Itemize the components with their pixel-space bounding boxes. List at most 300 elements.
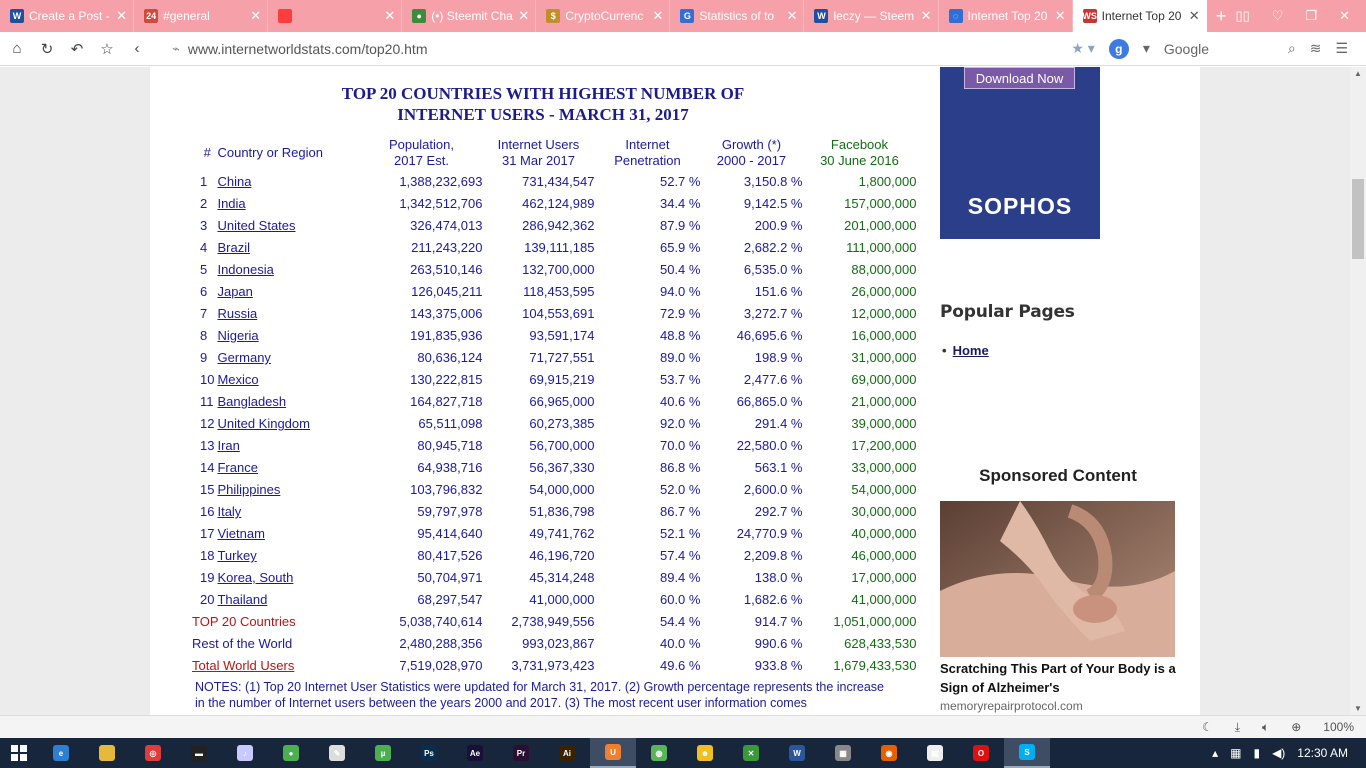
sponsored-photo [940,501,1175,657]
country-link[interactable]: Italy [217,504,242,519]
table-row [192,325,916,347]
status-bar [0,715,1366,738]
row-facebook: 16,000,000 [851,328,917,343]
scrollbar-thumb[interactable] [1352,179,1364,259]
opera-gx-glyph-icon: ◎ [145,745,161,761]
row-users: 286,942,362 [522,218,595,233]
country-link[interactable]: Indonesia [217,262,274,277]
country-link[interactable]: Russia [217,306,258,321]
summary-pen: 49.6 % [659,658,701,673]
header-facebook: Facebook 30 June 2016 [820,137,899,168]
row-rank: 9 [200,350,208,365]
clock[interactable]: 12:30 AM [1297,746,1348,760]
tab-title: Internet Top 20 [967,9,1048,23]
row-country [214,523,360,545]
close-window-icon[interactable]: ✕ [1339,8,1351,23]
browser-tab[interactable] [536,0,670,32]
country-link[interactable]: Brazil [217,240,250,255]
summary-label[interactable]: Total World Users [192,658,295,673]
opera-glyph-icon: O [973,745,989,761]
row-population: 326,474,013 [410,218,483,233]
row-penetration: 52.7 % [659,174,701,189]
row-growth: 22,580.0 % [736,438,803,453]
xbox-icon[interactable] [728,738,774,768]
row-population: 80,417,526 [417,548,483,563]
row-facebook: 21,000,000 [851,394,917,409]
row-facebook: 17,000,000 [851,570,917,585]
table-row [192,215,916,237]
bookmark-star-icon[interactable]: ★ ▾ [1071,40,1095,56]
row-facebook: 26,000,000 [851,284,917,299]
row-population: 59,797,978 [417,504,483,519]
row-country [214,567,360,589]
summary-row [192,611,916,633]
home-icon[interactable]: ⌂ [12,40,22,57]
country-link[interactable]: Vietnam [217,526,265,541]
row-country [214,479,360,501]
tab-title: Statistics of to [699,9,775,23]
photoshop-icon[interactable] [406,738,452,768]
site-info-icon[interactable]: ⌁ [172,40,180,56]
row-penetration: 57.4 % [659,548,701,563]
taskbar [0,738,1366,768]
row-country [214,369,360,391]
table-row [192,303,916,325]
browser-tab[interactable] [134,0,268,32]
row-penetration: 53.7 % [659,372,701,387]
row-users: 45,314,248 [529,570,595,585]
row-population: 95,414,640 [417,526,483,541]
firefox-glyph-icon: ◉ [881,745,897,761]
network-icon[interactable]: ▦ [1230,746,1242,760]
table-row [192,413,916,435]
tray-chevron-icon[interactable]: ▴ [1212,746,1219,760]
row-country [214,215,360,237]
summary-growth: 990.6 % [754,636,803,651]
tab-favicon-icon: ● [412,9,426,23]
row-penetration: 87.9 % [659,218,701,233]
tab-close-icon[interactable]: ✕ [920,8,932,23]
browser-tab[interactable] [939,0,1073,32]
row-users: 46,196,720 [529,548,595,563]
row-population: 1,388,232,693 [399,174,483,189]
row-population: 263,510,146 [410,262,483,277]
tab-close-icon[interactable]: ✕ [786,8,798,23]
row-growth: 2,600.0 % [743,482,803,497]
table-row [192,281,916,303]
stats-table [192,135,916,677]
browser-tab[interactable] [804,0,938,32]
url-text[interactable]: www.internetworldstats.com/top20.htm [187,40,428,57]
row-rank: 4 [200,240,208,255]
table-header-row [192,135,916,171]
header-penetration: Internet Penetration [614,137,681,168]
row-penetration: 86.7 % [659,504,701,519]
page-content [150,67,1200,715]
search-engine-dropdown-icon[interactable]: ▾ [1142,40,1150,56]
tab-title: leczy — Steem [833,9,915,23]
summary-fb: 628,433,530 [844,636,917,651]
skin-icon[interactable]: ♡ [1271,8,1284,23]
file-explorer-icon[interactable] [84,738,130,768]
windows-start-icon[interactable] [0,738,38,768]
tab-title: Internet Top 20 [1101,9,1182,23]
table-row [192,457,916,479]
browser-tab[interactable] [402,0,536,32]
row-users: 118,453,595 [523,284,595,299]
row-country [214,171,360,193]
row-rank: 6 [200,284,208,299]
wifi-icon[interactable]: ≋ [1309,40,1322,56]
tab-favicon-icon: G [680,9,694,23]
row-penetration: 70.0 % [659,438,701,453]
battery-icon[interactable]: ▮ [1253,746,1261,760]
search-icon[interactable]: ⌕ [1287,40,1296,56]
table-row [192,545,916,567]
row-facebook: 33,000,000 [851,460,917,475]
row-rank: 20 [200,592,215,607]
row-users: 69,915,219 [529,372,595,387]
row-users: 462,124,989 [522,196,595,211]
night-mode-icon[interactable]: ☾ [1201,720,1213,734]
globe-glyph-icon: ◍ [651,745,667,761]
row-growth: 2,682.2 % [743,240,803,255]
uc-browser-icon[interactable] [590,738,636,768]
summary-users: 3,731,973,423 [511,658,595,673]
sophos-ad[interactable] [940,67,1100,239]
row-country [214,193,360,215]
row-growth: 3,272.7 % [743,306,803,321]
browser-tab[interactable] [670,0,804,32]
row-country [214,589,360,611]
tab-favicon-icon: W [10,9,24,23]
table-row [192,237,916,259]
header-users: Internet Users 31 Mar 2017 [497,137,580,168]
country-link[interactable]: Germany [217,350,271,365]
zoom-icon[interactable]: ⊕ [1291,720,1302,734]
row-rank: 8 [200,328,208,343]
skype-glyph-icon: S [1019,744,1035,760]
premiere-glyph-icon: Pr [513,745,529,761]
search-input[interactable]: Google [1163,40,1210,57]
tab-favicon-icon: 24 [146,11,157,21]
country-link[interactable]: China [217,174,252,189]
country-link[interactable]: Japan [217,284,253,299]
row-facebook: 40,000,000 [851,526,917,541]
row-growth: 138.0 % [754,570,803,585]
row-penetration: 48.8 % [659,328,701,343]
table-row [192,391,916,413]
window-controls [1235,0,1366,32]
tab-close-icon[interactable]: ✕ [116,8,128,23]
country-link[interactable]: Nigeria [217,328,259,343]
back-icon[interactable]: ‹ [134,40,140,57]
row-users: 132,700,000 [522,262,595,277]
row-rank: 1 [200,174,208,189]
country-link[interactable]: Turkey [217,548,257,563]
row-population: 68,297,547 [417,592,483,607]
country-link[interactable]: United States [217,218,296,233]
tab-title: Create a Post - [29,9,110,23]
tab-favicon-icon: WS [1082,11,1097,21]
sponsored-title: Sponsored Content [979,466,1137,485]
itunes-glyph-icon: ♪ [237,745,253,761]
sponsored-headline[interactable]: Scratching This Part of Your Body is a Sign of Alzheimer's [940,661,1176,695]
summary-row [192,633,916,655]
row-growth: 563.1 % [754,460,803,475]
country-link[interactable]: United Kingdom [217,416,310,431]
row-users: 93,591,174 [529,328,595,343]
row-population: 80,636,124 [417,350,483,365]
row-facebook: 41,000,000 [851,592,917,607]
row-growth: 292.7 % [754,504,803,519]
after-effects-glyph-icon: Ae [467,745,483,761]
row-facebook: 12,000,000 [851,306,917,321]
paint-glyph-icon: ✎ [329,745,345,761]
country-link[interactable]: Korea, South [217,570,294,585]
scroll-down-icon[interactable]: ▼ [1354,704,1362,713]
word-icon[interactable] [774,738,820,768]
row-population: 130,222,815 [410,372,483,387]
download-icon[interactable]: ⤓ [1234,719,1241,734]
row-users: 54,000,000 [529,482,595,497]
row-growth: 1,682.6 % [743,592,803,607]
summary-pen: 54.4 % [659,614,701,629]
chrome-glyph-icon: ● [283,745,299,761]
game-icon[interactable] [682,738,728,768]
download-now-button[interactable]: Download Now [964,67,1075,89]
browser-tab[interactable] [268,0,402,32]
row-growth: 151.6 % [754,284,803,299]
row-penetration: 40.6 % [659,394,701,409]
row-rank: 12 [200,416,215,431]
firefox-icon[interactable] [866,738,912,768]
row-country [214,347,360,369]
table-row [192,369,916,391]
scroll-up-icon[interactable]: ▲ [1354,69,1362,78]
sponsored-image[interactable] [940,501,1175,657]
address-bar[interactable] [172,41,962,57]
row-facebook: 46,000,000 [851,548,917,563]
zoom-level[interactable]: 100% [1323,720,1354,734]
word-glyph-icon: W [789,745,805,761]
table-row [192,171,916,193]
row-penetration: 34.4 % [659,196,701,211]
row-users: 104,553,691 [522,306,595,321]
row-users: 56,700,000 [529,438,595,453]
row-rank: 19 [200,570,215,585]
row-growth: 2,477.6 % [743,372,803,387]
header-country: Country or Region [217,145,323,160]
game-glyph-icon: ☻ [697,745,713,761]
row-growth: 24,770.9 % [736,526,803,541]
summary-row [192,655,916,677]
browser-tab[interactable] [1073,0,1207,32]
tab-favicon-icon [278,9,292,23]
tab-close-icon[interactable]: ✕ [250,8,262,23]
paint-icon[interactable] [314,738,360,768]
row-country [214,391,360,413]
bullet-icon: • [942,343,947,358]
xbox-glyph-icon: ✕ [743,745,759,761]
country-link[interactable]: Philippines [217,482,281,497]
row-population: 65,511,098 [418,416,483,431]
summary-label: TOP 20 Countries [192,614,296,629]
tab-close-icon[interactable]: ✕ [384,8,396,23]
header-growth: Growth (*) 2000 - 2017 [716,137,787,168]
row-country [214,545,360,567]
refresh-icon[interactable]: ↻ [40,40,54,58]
tab-title: CryptoCurrenc [565,9,644,23]
volume-icon[interactable]: 🔈︎ [1262,719,1270,734]
row-users: 60,273,385 [529,416,595,431]
row-users: 731,434,547 [522,174,595,189]
row-facebook: 88,000,000 [851,262,917,277]
tab-favicon-icon: $ [546,9,560,23]
row-rank: 18 [200,548,215,563]
table-row [192,523,916,545]
row-growth: 46,695.6 % [736,328,803,343]
menu-icon[interactable]: ☰ [1335,40,1348,56]
header-num: # [203,145,211,160]
after-effects-icon[interactable] [452,738,498,768]
row-population: 126,045,211 [411,284,483,299]
row-growth: 9,142.5 % [743,196,803,211]
country-link[interactable]: Iran [217,438,240,453]
row-penetration: 50.4 % [659,262,701,277]
row-rank: 2 [200,196,208,211]
edge-icon[interactable] [38,738,84,768]
row-rank: 17 [200,526,215,541]
notepad-glyph-icon: ▤ [927,745,943,761]
notepad-icon[interactable] [912,738,958,768]
illustrator-icon[interactable] [544,738,590,768]
restore-icon[interactable]: ❐ [1305,8,1318,23]
row-facebook: 17,200,000 [851,438,917,453]
row-growth: 3,150.8 % [743,174,803,189]
tab-title: #general [163,9,210,23]
row-users: 66,965,000 [529,394,595,409]
sophos-logo: SOPHOS [967,193,1073,219]
utorrent-glyph-icon: µ [375,745,391,761]
summary-fb: 1,051,000,000 [833,614,917,629]
illustrator-glyph-icon: Ai [559,745,575,761]
row-rank: 14 [200,460,215,475]
popular-pages-list [942,343,989,358]
new-tab-button[interactable]: + [1215,5,1227,26]
popular-link-home[interactable]: Home [952,343,989,358]
undo-icon[interactable]: ↶ [70,40,84,58]
summary-pop: 5,038,740,614 [399,614,483,629]
row-facebook: 54,000,000 [851,482,917,497]
vertical-scrollbar[interactable] [1350,67,1366,715]
tab-close-icon[interactable]: ✕ [1188,8,1200,23]
table-row [192,347,916,369]
row-country [214,457,360,479]
table-row [192,501,916,523]
calculator-icon[interactable] [820,738,866,768]
row-growth: 6,535.0 % [743,262,803,277]
row-facebook: 69,000,000 [851,372,917,387]
row-penetration: 86.8 % [659,460,701,475]
row-rank: 16 [200,504,215,519]
itunes-icon[interactable] [222,738,268,768]
row-rank: 15 [200,482,215,497]
row-population: 143,375,006 [410,306,483,321]
search-engine-icon[interactable]: g [1109,39,1129,59]
row-penetration: 72.9 % [659,306,701,321]
table-row [192,193,916,215]
tab-close-icon[interactable]: ✕ [652,8,664,23]
row-country [214,325,360,347]
page-viewport [0,67,1350,715]
chrome-icon[interactable] [268,738,314,768]
row-penetration: 60.0 % [659,592,701,607]
row-growth: 66,865.0 % [736,394,803,409]
row-population: 50,704,971 [417,570,483,585]
summary-pen: 40.0 % [659,636,701,651]
row-users: 41,000,000 [529,592,595,607]
premiere-icon[interactable] [498,738,544,768]
row-facebook: 30,000,000 [851,504,917,519]
tab-overview-icon[interactable]: ▯▯ [1235,8,1250,23]
country-link[interactable]: Bangladesh [217,394,287,409]
opera-icon[interactable] [958,738,1004,768]
row-population: 103,796,832 [410,482,483,497]
country-link[interactable]: India [217,196,246,211]
page-title: TOP 20 COUNTRIES WITH HIGHEST NUMBER OF INTERNET USERS - MARCH 31, 2017 [341,84,745,124]
summary-fb: 1,679,433,530 [833,658,917,673]
navigation-bar [0,32,1366,66]
row-users: 139,111,185 [524,240,595,255]
globe-icon[interactable] [636,738,682,768]
speaker-icon[interactable]: ◀) [1272,746,1286,760]
header-population: Population, 2017 Est. [388,137,454,168]
tab-title: (•) Steemit Cha [431,9,513,23]
row-rank: 10 [200,372,215,387]
row-rank: 13 [200,438,215,453]
sponsored-source[interactable]: memoryrepairprotocol.com [940,699,1083,713]
tab-close-icon[interactable]: ✕ [518,8,530,23]
table-row [192,567,916,589]
row-country [214,237,360,259]
app-glyph-icon: ▬ [191,745,207,761]
row-penetration: 52.0 % [659,482,701,497]
skype-icon[interactable] [1004,738,1050,768]
browser-tab[interactable] [0,0,134,32]
photoshop-glyph-icon: Ps [421,745,437,761]
app-icon[interactable] [176,738,222,768]
row-population: 211,243,220 [411,240,483,255]
country-link[interactable]: Mexico [217,372,259,387]
row-population: 164,827,718 [410,394,483,409]
row-rank: 5 [200,262,208,277]
opera-gx-icon[interactable] [130,738,176,768]
table-row [192,589,916,611]
country-link[interactable]: France [217,460,258,475]
row-facebook: 31,000,000 [851,350,917,365]
row-rank: 11 [200,394,214,409]
country-link[interactable]: Thailand [217,592,268,607]
row-country [214,259,360,281]
tab-bar [0,0,1366,32]
tab-close-icon[interactable]: ✕ [1054,8,1066,23]
row-country [214,303,360,325]
utorrent-icon[interactable] [360,738,406,768]
summary-growth: 933.8 % [754,658,803,673]
favorite-star-icon[interactable]: ☆ [100,40,114,58]
tab-favicon-icon: W [814,9,828,23]
